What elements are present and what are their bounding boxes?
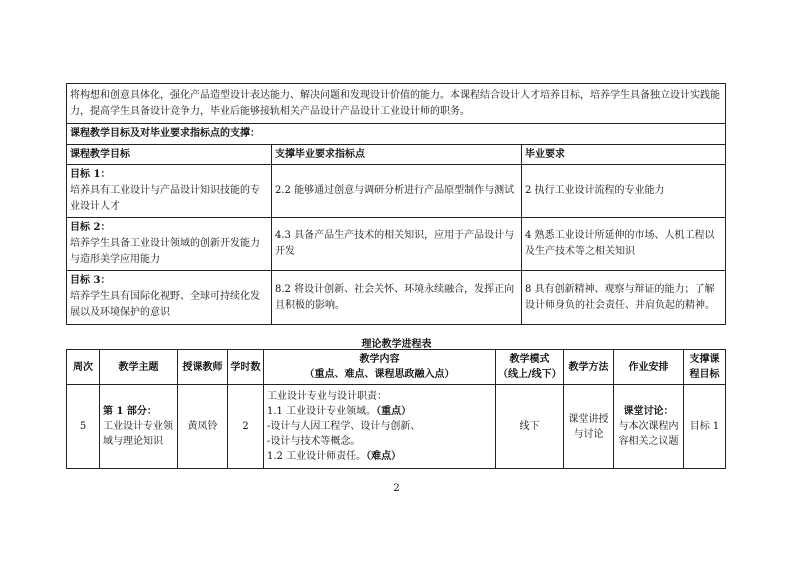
header-indicator: 支撑毕业要求指标点 xyxy=(272,145,522,165)
header-mode-line2: （线上/线下） xyxy=(498,369,562,380)
indicator-cell: 8.2 将设计创新、社会关怀、环境永续融合，发挥正向且积极的影响。 xyxy=(272,271,522,325)
part-title: 第 1 部分： xyxy=(103,406,157,417)
content-line xyxy=(267,449,492,464)
requirement-cell: 2 执行工业设计流程的专业能力 xyxy=(522,165,726,218)
key-point-tag: （重点） xyxy=(376,406,412,417)
homework-text: 与本次课程内容相关之议题 xyxy=(618,421,679,447)
content-line-text: 1.1 工业设计专业领域。 xyxy=(267,406,377,417)
indicator-cell: 2.2 能够通过创意与调研分析进行产品原型制作与测试 xyxy=(272,165,522,218)
goal-ref-cell: 目标 1 xyxy=(684,385,726,469)
schedule-header-row xyxy=(67,350,726,385)
mode-cell: 线下 xyxy=(496,385,564,469)
header-week: 周次 xyxy=(67,350,100,385)
week-cell: 5 xyxy=(67,385,100,469)
topic-text: 工业设计专业领域与理论知识 xyxy=(103,421,173,447)
goal-row xyxy=(67,218,726,271)
header-goal: 支撑课程目标 xyxy=(684,350,726,385)
content-line: -设计与人因工程学、设计与创新、 xyxy=(267,421,421,432)
indicator-cell: 4.3 具备产品生产技术的相关知识，应用于产品设计与开发 xyxy=(272,218,522,271)
teacher-cell: 黄凤铃 xyxy=(178,385,228,469)
homework-cell xyxy=(614,385,684,469)
requirement-cell: 8 具有创新精神、观察与辩证的能力；了解设计师身负的社会责任、并肩负起的精神。 xyxy=(522,271,726,325)
goal-row xyxy=(67,271,726,325)
header-topic: 教学主题 xyxy=(100,350,178,385)
requirement-cell: 4 熟悉工业设计所延伸的市场、人机工程以及生产技术等之相关知识 xyxy=(522,218,726,271)
header-requirement: 毕业要求 xyxy=(522,145,726,165)
goal-title: 目标 1： xyxy=(70,169,111,180)
support-section-title: 课程教学目标及对毕业要求指标点的支撑： xyxy=(67,124,726,145)
hours-cell: 2 xyxy=(228,385,264,469)
header-teacher: 授课教师 xyxy=(178,350,228,385)
content-line: 工业设计专业与设计职责： xyxy=(267,391,387,402)
content-line: -设计与技术等概念。 xyxy=(267,436,361,447)
goal-text: 培养学生具有国际化视野、全球可持续化发展以及环境保护的意识 xyxy=(70,291,260,318)
topic-cell xyxy=(100,385,178,469)
schedule-row xyxy=(67,385,726,469)
page-number: 2 xyxy=(393,483,400,494)
goal-text: 培养具有工业设计与产品设计知识技能的专业设计人才 xyxy=(70,185,260,212)
goal-cell xyxy=(67,218,272,271)
course-objectives-table xyxy=(66,83,726,325)
header-content xyxy=(264,350,496,385)
header-course-goal: 课程教学目标 xyxy=(67,145,272,165)
goal-title: 目标 3： xyxy=(70,275,111,286)
goal-title: 目标 2： xyxy=(70,222,111,233)
content-cell xyxy=(264,385,496,469)
header-method: 教学方法 xyxy=(564,350,614,385)
course-intro-text: 将构想和创意具体化，强化产品造型设计表达能力、解决问题和发现设计价值的能力。本课程结合设计人才培养目标，培养学生具备独立设计实践能力，提高学生具备设计竞争力，毕业后能够接轨相关产品设计产品设计工业设计师的职务。 xyxy=(67,84,726,124)
header-hours: 学时数 xyxy=(228,350,264,385)
header-content-line1: 教学内容 xyxy=(359,354,400,365)
goal-text: 培养学生具备工业设计领域的创新开发能力与造形美学应用能力 xyxy=(70,238,260,265)
schedule-table xyxy=(66,349,726,469)
header-homework: 作业安排 xyxy=(614,350,684,385)
goal-cell xyxy=(67,165,272,218)
difficulty-tag: （难点） xyxy=(366,451,402,462)
schedule-title: 理论教学进程表 xyxy=(361,339,432,350)
content-line xyxy=(267,404,492,419)
header-content-line2: （重点、难点、课程思政融入点） xyxy=(304,369,455,380)
homework-title: 课堂讨论： xyxy=(623,406,674,417)
goal-cell xyxy=(67,271,272,325)
header-mode-line1: 教学模式 xyxy=(509,354,550,365)
header-mode xyxy=(496,350,564,385)
method-cell: 课堂讲授与讨论 xyxy=(564,385,614,469)
goal-row xyxy=(67,165,726,218)
content-line-text: 1.2 工业设计师责任。 xyxy=(267,451,367,462)
